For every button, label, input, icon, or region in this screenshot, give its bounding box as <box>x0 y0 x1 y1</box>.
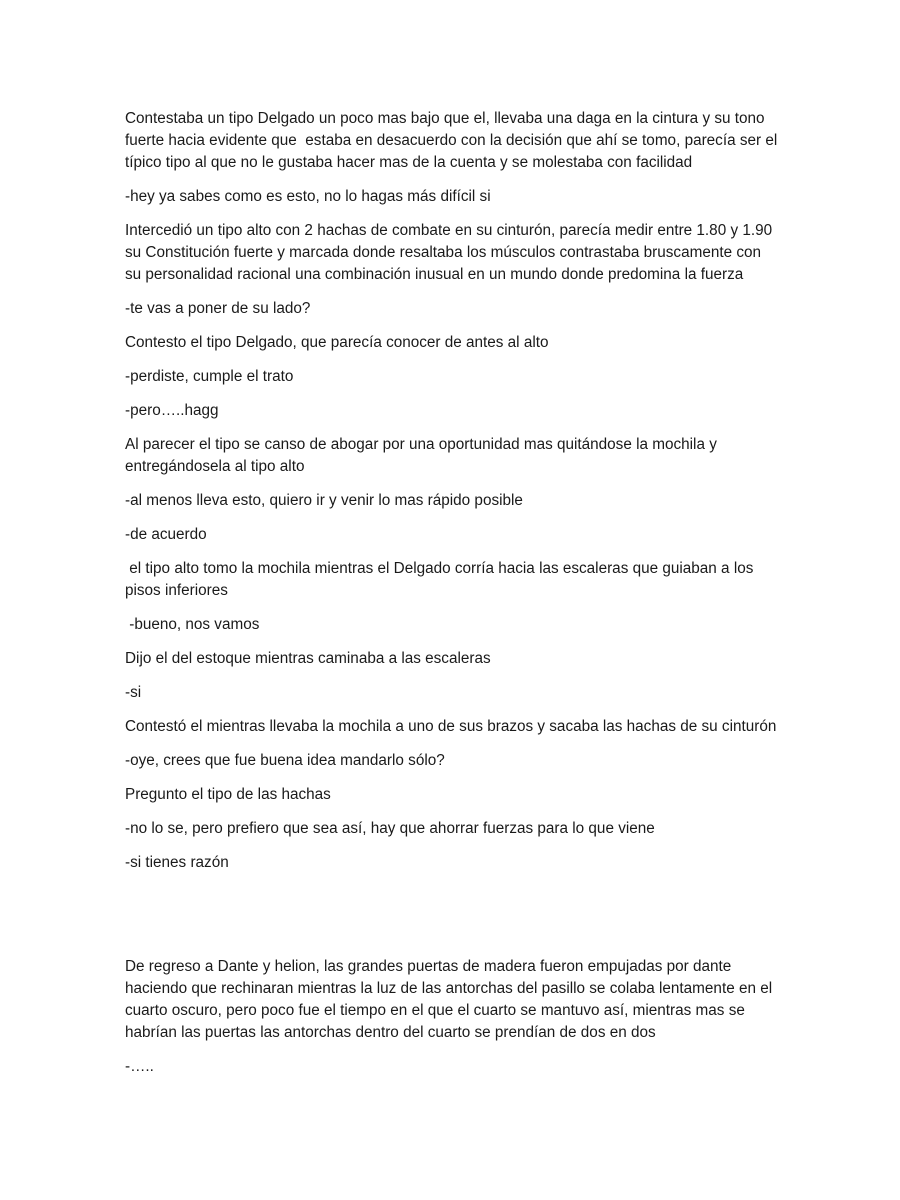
paragraph-15: Contestó el mientras llevaba la mochila a uno de sus brazos y sacaba las hachas de su cinturón <box>125 718 777 735</box>
paragraph-2: -hey ya sabes como es esto, no lo hagas más difícil si <box>125 188 491 205</box>
paragraph-16: -oye, crees que fue buena idea mandarlo sólo? <box>125 752 445 769</box>
paragraph-6: -perdiste, cumple el trato <box>125 368 294 385</box>
paragraph-13: Dijo el del estoque mientras caminaba a las escaleras <box>125 650 491 667</box>
paragraph-17: Pregunto el tipo de las hachas <box>125 786 331 803</box>
section-gap <box>125 886 780 956</box>
paragraph-20: De regreso a Dante y helion, las grandes puertas de madera fueron empujadas por dante haciendo que rechinaran mientras la luz de las antorchas del pasillo se colaba lentamente en el cuarto oscuro, pero poco fue el tiempo en el que el cuarto se mantuvo así, mientras mas se habrían las puertas las antorchas dentro del cuarto se prendían de dos en dos <box>125 958 777 1041</box>
paragraph-12: -bueno, nos vamos <box>125 616 260 633</box>
paragraph-10: -de acuerdo <box>125 526 207 543</box>
paragraph-7: -pero…..hagg <box>125 402 219 419</box>
paragraph-11: el tipo alto tomo la mochila mientras el Delgado corría hacia las escaleras que guiaban a los pisos inferiores <box>125 560 758 599</box>
paragraph-19: -si tienes razón <box>125 854 229 871</box>
paragraph-18: -no lo se, pero prefiero que sea así, hay que ahorrar fuerzas para lo que viene <box>125 820 655 837</box>
paragraph-9: -al menos lleva esto, quiero ir y venir lo mas rápido posible <box>125 492 523 509</box>
paragraph-1: Contestaba un tipo Delgado un poco mas bajo que el, llevaba una daga en la cintura y su tono fuerte hacia evidente que estaba en desacuerdo con la decisión que ahí se tomo, parecía ser el típico tipo al que no le gustaba hacer mas de la cuenta y se molestaba con facilidad <box>125 110 782 171</box>
paragraph-8: Al parecer el tipo se canso de abogar por una oportunidad mas quitándose la mochila y entregándosela al tipo alto <box>125 436 722 475</box>
paragraph-5: Contesto el tipo Delgado, que parecía conocer de antes al alto <box>125 334 549 351</box>
paragraph-4: -te vas a poner de su lado? <box>125 300 311 317</box>
paragraph-21: -….. <box>125 1058 154 1075</box>
paragraph-14: -si <box>125 684 142 701</box>
paragraph-3: Intercedió un tipo alto con 2 hachas de combate en su cinturón, parecía medir entre 1.80 y 1.90 su Constitución fuerte y marcada donde resaltaba los músculos contrastaba bruscamente con su personalidad racional una combinación inusual en un mundo donde predomina la fuerza <box>125 222 777 283</box>
